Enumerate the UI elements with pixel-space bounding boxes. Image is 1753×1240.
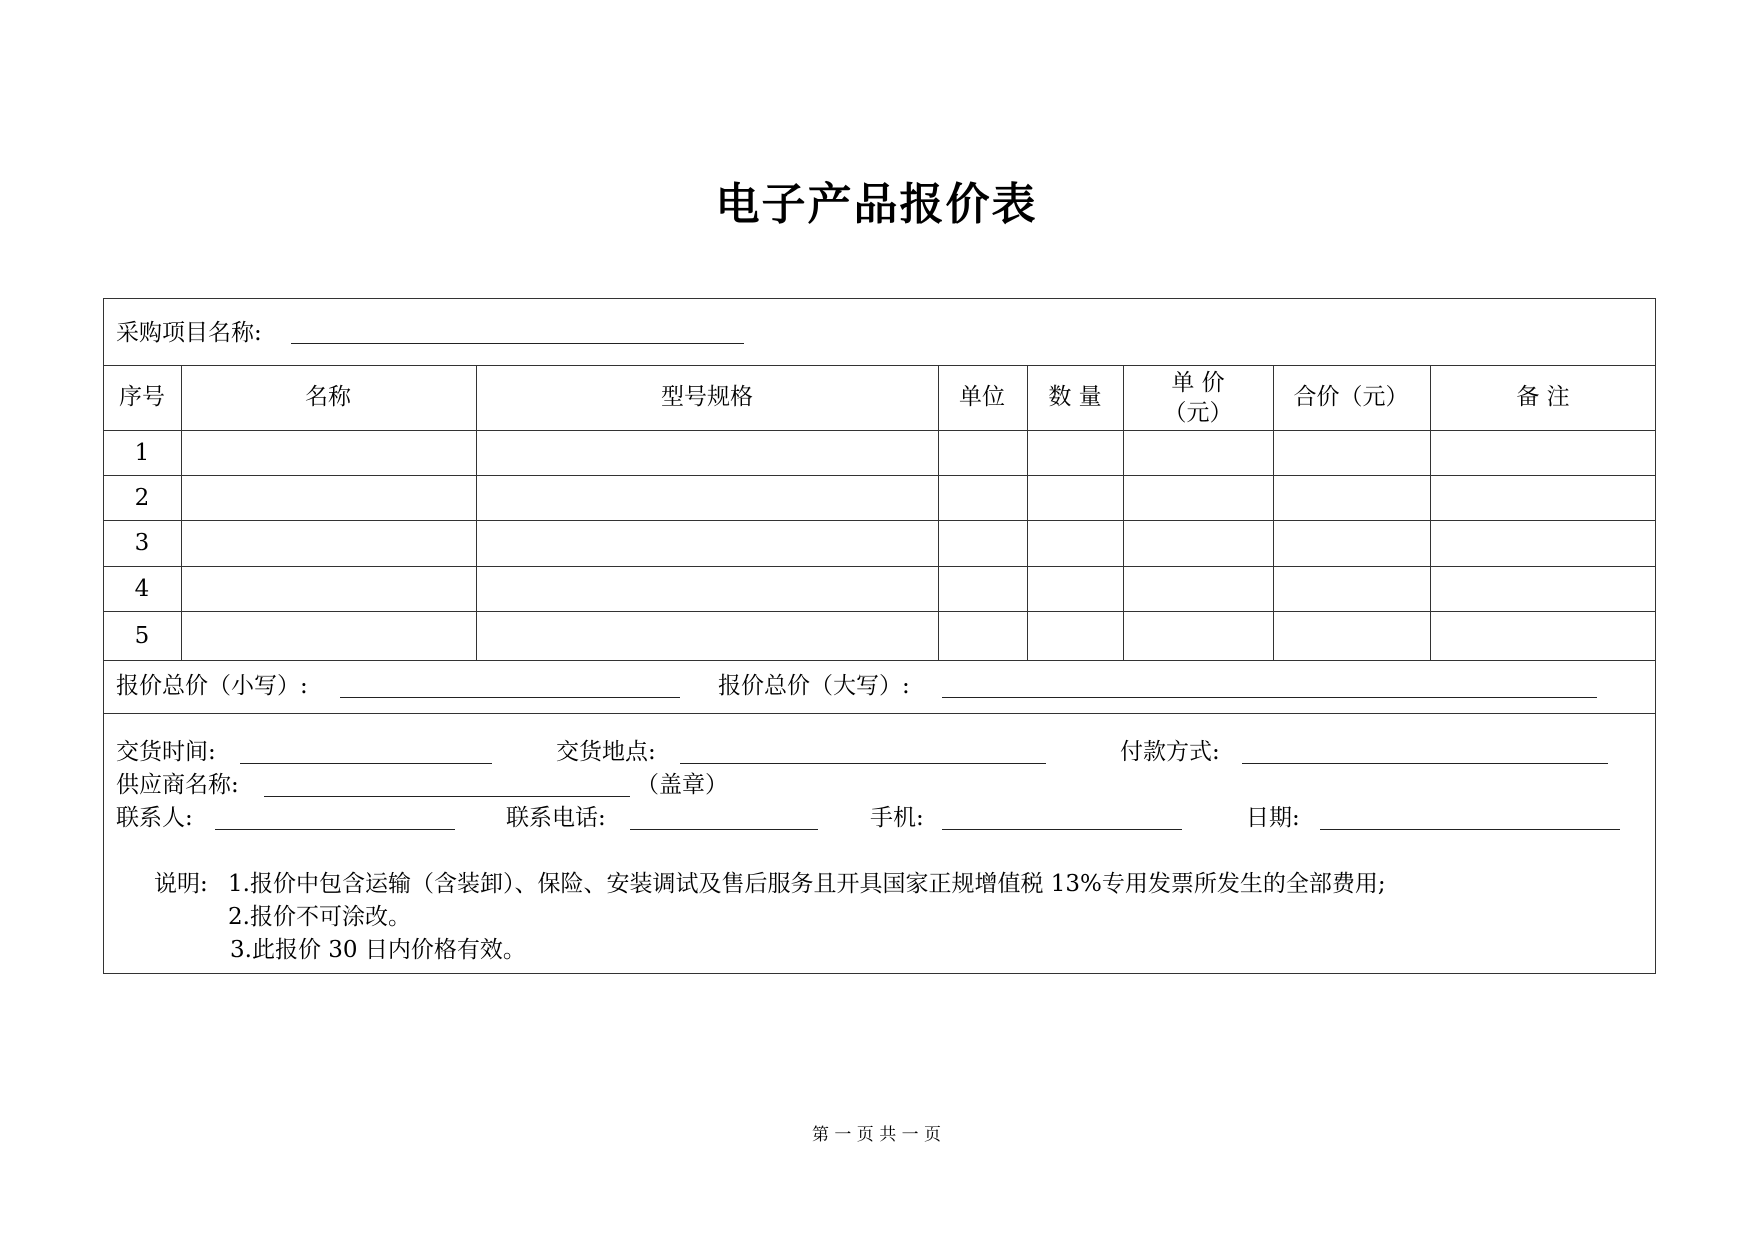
delivery-place-field[interactable] — [680, 763, 1046, 764]
mobile-label: 手机: — [870, 805, 924, 831]
delivery-place-label: 交货地点: — [556, 739, 656, 765]
page-footer: 第 一 页 共 一 页 — [811, 1125, 942, 1145]
note-item: 3.此报价 30 日内价格有效。 — [230, 937, 526, 963]
row-divider — [104, 713, 1655, 714]
contact-field[interactable] — [215, 829, 455, 830]
row-divider — [104, 660, 1655, 661]
col-divider — [1273, 365, 1274, 660]
header-unit: 单位 — [959, 384, 1005, 410]
project-name-label: 采购项目名称: — [116, 320, 262, 346]
contact-label: 联系人: — [116, 805, 193, 831]
seal-label: （盖章） — [636, 772, 728, 798]
header-unit-price: 单 价 — [1171, 370, 1225, 396]
header-name: 名称 — [305, 384, 351, 410]
total-big-label: 报价总价（大写）: — [718, 673, 910, 699]
date-label: 日期: — [1246, 805, 1300, 831]
row-divider — [104, 611, 1655, 612]
mobile-field[interactable] — [942, 829, 1182, 830]
header-seq: 序号 — [119, 384, 165, 410]
supplier-label: 供应商名称: — [116, 772, 239, 798]
supplier-field[interactable] — [264, 796, 630, 797]
phone-label: 联系电话: — [506, 805, 606, 831]
header-unit-price-yuan: （元） — [1163, 400, 1233, 426]
col-divider — [181, 365, 182, 660]
row-divider — [104, 365, 1655, 366]
phone-field[interactable] — [630, 829, 818, 830]
header-quantity: 数 量 — [1048, 384, 1102, 410]
total-small-label: 报价总价（小写）: — [116, 673, 308, 699]
payment-label: 付款方式: — [1120, 739, 1220, 765]
document-title: 电子产品报价表 — [715, 179, 1038, 230]
note-item: 1.报价中包含运输（含装卸）、保险、安装调试及售后服务且开具国家正规增值税 13%专用发票所发生的全部费用; — [228, 871, 1386, 897]
row-number: 4 — [134, 576, 150, 602]
delivery-time-field[interactable] — [240, 763, 492, 764]
header-model: 型号规格 — [661, 384, 753, 410]
date-field[interactable] — [1320, 829, 1620, 830]
row-number: 5 — [134, 623, 150, 649]
row-number: 1 — [134, 440, 150, 466]
row-divider — [104, 430, 1655, 431]
note-item: 2.报价不可涂改。 — [228, 904, 411, 930]
header-remarks: 备 注 — [1516, 384, 1570, 410]
row-number: 2 — [134, 485, 150, 511]
col-divider — [1430, 365, 1431, 660]
total-big-field[interactable] — [942, 697, 1597, 698]
row-number: 3 — [134, 530, 150, 556]
row-divider — [104, 475, 1655, 476]
quote-form — [103, 298, 1656, 974]
header-total-price: 合价（元） — [1293, 384, 1409, 410]
total-small-field[interactable] — [340, 697, 680, 698]
notes-label: 说明: — [154, 871, 208, 897]
project-name-field[interactable] — [291, 343, 744, 344]
row-divider — [104, 566, 1655, 567]
col-divider — [1027, 365, 1028, 660]
delivery-time-label: 交货时间: — [116, 739, 216, 765]
col-divider — [476, 365, 477, 660]
payment-field[interactable] — [1242, 763, 1608, 764]
col-divider — [938, 365, 939, 660]
row-divider — [104, 520, 1655, 521]
col-divider — [1123, 365, 1124, 660]
